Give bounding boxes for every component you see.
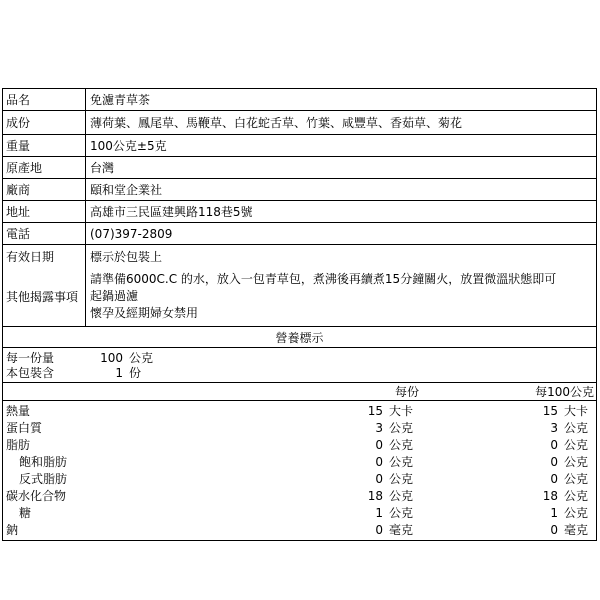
nutrient-per-serving [183, 419, 421, 436]
field-label: 電話 [3, 223, 86, 244]
nutrient-value: 0 [550, 438, 558, 452]
nutrient-row [3, 453, 596, 470]
nutrient-name: 反式脂肪 [19, 472, 68, 486]
nutrient-per-100g [421, 419, 596, 436]
nutrient-name: 蛋白質 [6, 421, 43, 435]
nutrient-unit: 公克 [564, 438, 589, 452]
disclosure-line: 懷孕及經期婦女禁用 [90, 306, 199, 320]
nutrient-per-serving [183, 402, 421, 419]
nutrient-value: 0 [550, 472, 558, 486]
nutrient-unit: 公克 [564, 489, 589, 503]
servings-label: 本包裝含 [6, 366, 55, 380]
nutrient-unit: 公克 [389, 489, 414, 503]
nutrient-row [3, 402, 596, 419]
servings-value: 1 [115, 365, 123, 380]
nutrition-rows [3, 401, 596, 540]
nutrient-per-100g [421, 521, 596, 538]
nutrient-value: 15 [367, 404, 383, 418]
product-info-row [3, 111, 596, 135]
field-value: 高雄市三民區建興路118巷5號 [90, 205, 253, 219]
nutrient-value: 18 [367, 489, 383, 503]
nutrient-value: 0 [375, 472, 383, 486]
nutrient-unit: 公克 [389, 438, 414, 452]
product-info-section [3, 89, 596, 267]
field-label: 有效日期 [3, 245, 86, 267]
nutrient-per-100g [421, 436, 596, 453]
nutrient-value: 1 [375, 506, 383, 520]
serving-label: 每一份量 [6, 351, 55, 365]
product-info-row [3, 179, 596, 201]
nutrient-per-serving [183, 487, 421, 504]
other-disclosure-value [86, 267, 596, 326]
nutrient-unit: 公克 [564, 472, 589, 486]
field-label: 地址 [3, 201, 86, 222]
nutrient-name: 鈉 [6, 523, 19, 537]
nutrient-row [3, 470, 596, 487]
nutrient-unit: 大卡 [389, 404, 414, 418]
per-serving-header: 每份 [394, 385, 419, 399]
nutrient-per-100g [421, 470, 596, 487]
nutrient-value: 0 [375, 523, 383, 537]
servings-unit: 份 [129, 366, 142, 380]
serving-value: 100 [100, 350, 123, 365]
nutrition-facts [3, 327, 596, 540]
nutrient-per-100g [421, 487, 596, 504]
serving-unit: 公克 [129, 351, 154, 365]
field-label: 品名 [3, 89, 86, 110]
product-label-table [2, 88, 597, 541]
nutrient-per-100g [421, 402, 596, 419]
nutrient-unit: 公克 [564, 506, 589, 520]
nutrition-title: 營養標示 [3, 327, 596, 348]
nutrient-unit: 公克 [564, 455, 589, 469]
other-disclosure-label: 其他揭露事項 [3, 267, 86, 326]
nutrient-unit: 毫克 [389, 523, 414, 537]
nutrient-value: 18 [542, 489, 558, 503]
nutrient-unit: 大卡 [564, 404, 589, 418]
nutrition-header-row [3, 383, 596, 401]
nutrient-unit: 公克 [389, 472, 414, 486]
product-info-row [3, 157, 596, 179]
product-info-row [3, 223, 596, 245]
nutrient-per-100g [421, 453, 596, 470]
field-value: (07)397-2809 [90, 226, 173, 241]
nutrient-value: 3 [550, 421, 558, 435]
nutrient-unit: 公克 [564, 421, 589, 435]
nutrient-per-serving [183, 504, 421, 521]
nutrient-value: 0 [375, 438, 383, 452]
nutrient-value: 1 [550, 506, 558, 520]
field-label: 廠商 [3, 179, 86, 200]
field-value: 台灣 [90, 161, 115, 175]
field-value: 標示於包裝上 [90, 249, 163, 264]
product-info-row [3, 135, 596, 157]
serving-info [3, 348, 596, 383]
other-disclosure-row [3, 267, 596, 327]
field-value: 薄荷葉、鳳尾草、馬鞭草、白花蛇舌草、竹葉、咸豐草、香茹草、菊花 [90, 116, 463, 130]
nutrient-name: 糖 [19, 506, 32, 520]
nutrient-value: 15 [542, 404, 558, 418]
nutrient-row [3, 504, 596, 521]
nutrient-unit: 公克 [389, 421, 414, 435]
nutrient-value: 3 [375, 421, 383, 435]
field-label: 成份 [3, 111, 86, 134]
nutrient-name: 熱量 [6, 404, 31, 418]
nutrient-per-serving [183, 470, 421, 487]
nutrient-value: 0 [550, 523, 558, 537]
field-value: 100公克±5克 [90, 139, 167, 153]
field-label: 重量 [3, 135, 86, 156]
nutrient-value: 0 [550, 455, 558, 469]
nutrient-row [3, 521, 596, 538]
nutrient-per-serving [183, 521, 421, 538]
product-info-row [3, 201, 596, 223]
per-100g-header: 每100公克 [535, 385, 594, 399]
servings-per-package-row [6, 365, 596, 380]
nutrient-unit: 公克 [389, 506, 414, 520]
nutrient-per-100g [421, 504, 596, 521]
field-value: 免濾青草茶 [90, 93, 151, 107]
nutrient-per-serving [183, 436, 421, 453]
serving-size-row [6, 350, 596, 365]
field-label: 原產地 [3, 157, 86, 178]
nutrient-unit: 毫克 [564, 523, 589, 537]
nutrient-per-serving [183, 453, 421, 470]
disclosure-line: 起鍋過濾 [90, 289, 139, 303]
nutrient-name: 脂肪 [6, 438, 31, 452]
nutrient-name: 碳水化合物 [6, 489, 67, 503]
product-info-row [3, 245, 596, 267]
nutrient-row [3, 419, 596, 436]
product-info-row [3, 89, 596, 111]
nutrient-row [3, 436, 596, 453]
field-value: 頤和堂企業社 [90, 183, 163, 197]
nutrient-name: 飽和脂肪 [19, 455, 68, 469]
nutrient-value: 0 [375, 455, 383, 469]
nutrient-row [3, 487, 596, 504]
disclosure-line: 請準備6000C.C 的水，放入一包青草包，煮沸後再續煮15分鐘關火，放置微溫狀態即可 [90, 272, 557, 286]
nutrient-unit: 公克 [389, 455, 414, 469]
